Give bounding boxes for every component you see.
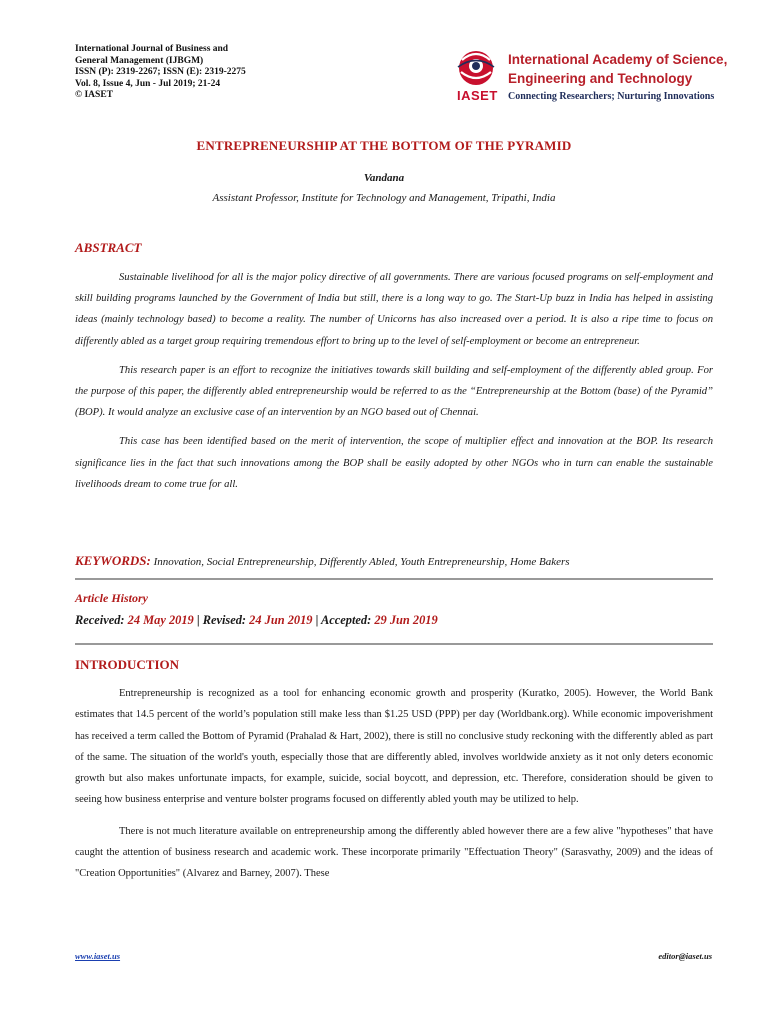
article-history-dates xyxy=(75,613,438,628)
globe-icon xyxy=(452,46,500,88)
received-label: Received: xyxy=(75,613,125,627)
journal-name-line1: International Journal of Business and xyxy=(75,44,229,54)
history-separator: | xyxy=(196,613,200,627)
article-history-heading: Article History xyxy=(75,591,148,605)
paper-title: ENTREPRENEURSHIP AT THE BOTTOM OF THE PYRAMID xyxy=(196,138,572,153)
divider xyxy=(75,643,713,645)
abstract-paragraph: This research paper is an effort to recognize the initiatives towards skill building and self-employment of the differently abled group. For the purpose of this paper, the differently abled entrepreneurship would be referred to as the “Entrepreneurship at the Bottom (base) of the Pyramid” (BOP). It would analyze an exclusive case of an intervention by an NGO based out of Chennai. xyxy=(75,364,713,419)
introduction-paragraph: Entrepreneurship is recognized as a tool for enhancing economic growth and prosperity (Kuratko, 2005). However, the World Bank estimates that 14.5 percent of the world’s population still make less than $1.25 USD (PPP) per day (Worldbank.org). While economic impoverishment has received a term called the Bottom of Pyramid (Prahalad & Hart, 2002), there is still no conclusive study reckoning with the differently abled as part of the same. The situation of the world's youth, especially those that are differently abled, involves worldwide anxiety as it not only deters economic growth but also makes unfortunate impacts, for example, suicide, social boycott, and depression, etc. Therefore, consideration should be given to seeing how business enterprise and venture bolster programs focused on differently abled youth may be utilized to help. xyxy=(75,688,713,806)
author-affiliation: Assistant Professor, Institute for Technology and Management, Tripathi, India xyxy=(212,192,556,204)
divider xyxy=(75,578,713,580)
revised-date: 24 Jun 2019 xyxy=(249,613,313,627)
abstract-body xyxy=(75,267,713,503)
logo-tagline: Connecting Researchers; Nurturing Innovations xyxy=(508,91,715,102)
introduction-heading: INTRODUCTION xyxy=(75,657,180,672)
accepted-label: Accepted: xyxy=(321,613,372,627)
logo-label: IASET xyxy=(457,88,498,103)
received-date: 24 May 2019 xyxy=(127,613,194,627)
website-link[interactable]: www.iaset.us xyxy=(75,951,121,961)
abstract-heading: ABSTRACT xyxy=(75,240,142,255)
keywords-label: KEYWORDS: xyxy=(75,553,151,568)
journal-volume: Vol. 8, Issue 4, Jun - Jul 2019; 21-24 xyxy=(75,78,221,89)
iaset-logo xyxy=(452,44,728,108)
logo-name-line1: International Academy of Science, xyxy=(508,52,728,67)
history-separator: | xyxy=(315,613,319,627)
abstract-paragraph: This case has been identified based on the merit of intervention, the scope of multiplier effect and innovation at the BOP. Its research significance lies in the fact that such innovations among the BOP shall be easily adopted by other NGOs who in turn can enable the sustainable livelihoods dream to come true for all. xyxy=(75,436,713,490)
logo-name-line2: Engineering and Technology xyxy=(508,71,693,86)
abstract-paragraph: Sustainable livelihood for all is the major policy directive of all governments. There are various focused programs on self-employment and skill building programs launched by the Government of India but still, there is a long way to go. The Start-Up buzz in India has helped in assisting ideas (mainly technology based) to become a reality. The number of Unicorns has also increased over a period. It is also a ripe time to focus on differently abled as a target group requiring tremendous effort to bring up to the level of self-employment or become an entrepreneur. xyxy=(75,272,713,347)
journal-name-line2: General Management (IJBGM) xyxy=(75,55,204,66)
introduction-body xyxy=(75,683,713,953)
introduction-paragraph: There is not much literature available on entrepreneurship among the differently abled however there are a few alive "hypotheses" that have caught the attention of business research and academic work. These incorporate primarily "Effectuation Theory" (Sarasvathy, 2009) and the ideas of "Creation Opportunities" (Alvarez and Barney, 2007). These xyxy=(75,825,713,880)
revised-label: Revised: xyxy=(202,613,247,627)
journal-info xyxy=(75,44,246,102)
journal-copyright: © IASET xyxy=(75,90,113,100)
keywords xyxy=(75,553,715,569)
keywords-text: Innovation, Social Entrepreneurship, Differently Abled, Youth Entrepreneurship, Home Bakers xyxy=(153,556,570,568)
accepted-date: 29 Jun 2019 xyxy=(374,613,438,627)
footer-email: editor@iaset.us xyxy=(658,951,712,961)
journal-issn: ISSN (P): 2319-2267; ISSN (E): 2319-2275 xyxy=(75,67,246,77)
author-name: Vandana xyxy=(363,172,405,184)
